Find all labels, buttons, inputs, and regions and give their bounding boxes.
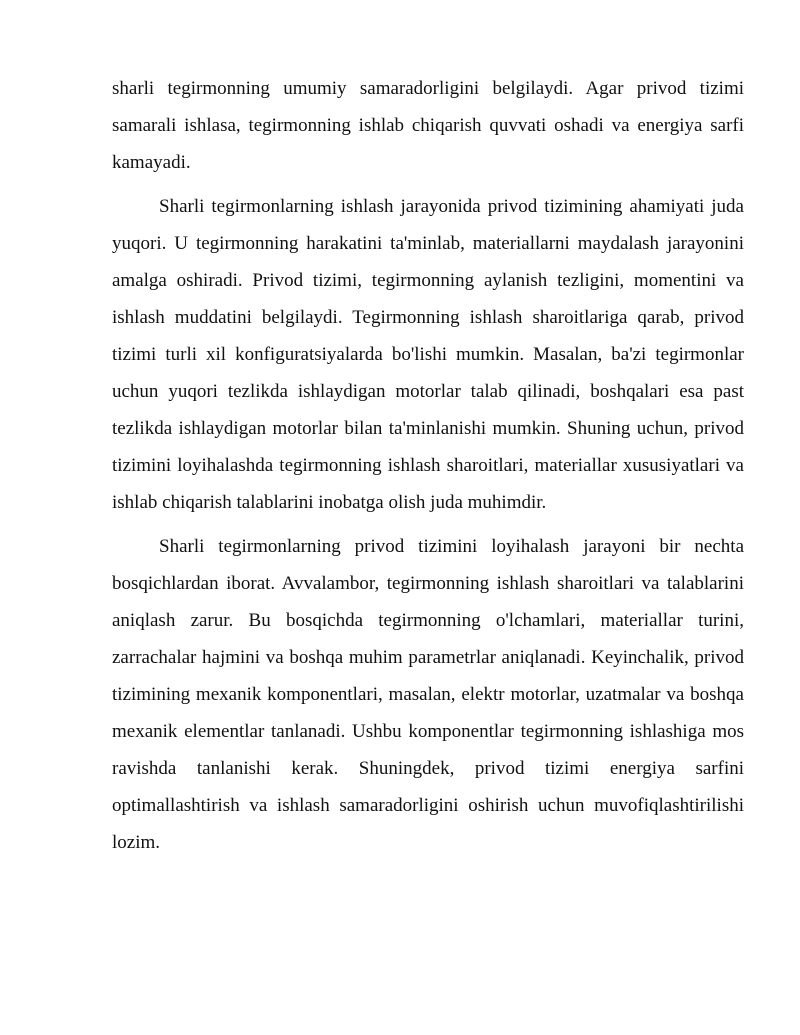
paragraph-design-stages: Sharli tegirmonlarning privod tizimini loyihalash jarayoni bir nechta bosqichlardan iborat. Avvalambor, tegirmonning ishlash sharoitlari va talablarini aniqlash zarur. Bu bosqichda tegirmonning o'lchamlari, materiallar turini, zarrachalar hajmini va boshqa muhim parametrlar aniqlanadi. Keyinchalik, privod tizimining mexanik komponentlari, masalan, elektr motorlar, uzatmalar va boshqa mexanik elementlar tanlanadi. Ushbu komponentlar tegirmonning ishlashiga mos ravishda tanlanishi kerak. Shuningdek, privod tizimi energiya sarfini optimallashtirish va ishlash samaradorligini oshirish uchun muvofiqlashtirilishi lozim. <box>112 536 744 853</box>
paragraph-drive-importance: Sharli tegirmonlarning ishlash jarayonida privod tizimining ahamiyati juda yuqori. U tegirmonning harakatini ta'minlab, materiallarni maydalash jarayonini amalga oshiradi. Privod tizimi, tegirmonning aylanish tezligini, momentini va ishlash muddatini belgilaydi. Tegirmonning ishlash sharoitlariga qarab, privod tizimi turli xil konfiguratsiyalarda bo'lishi mumkin. Masalan, ba'zi tegirmonlar uchun yuqori tezlikda ishlaydigan motorlar talab qilinadi, boshqalari esa past tezlikda ishlaydigan motorlar bilan ta'minlanishi mumkin. Shuning uchun, privod tizimini loyihalashda tegirmonning ishlash sharoitlari, materiallar xususiyatlari va ishlab chiqarish talablarini inobatga olish juda muhimdir. <box>112 196 744 513</box>
document-body <box>112 70 744 868</box>
paragraph-continuation: sharli tegirmonning umumiy samaradorligini belgilaydi. Agar privod tizimi samarali ishlasa, tegirmonning ishlab chiqarish quvvati oshadi va energiya sarfi kamayadi. <box>112 78 744 173</box>
